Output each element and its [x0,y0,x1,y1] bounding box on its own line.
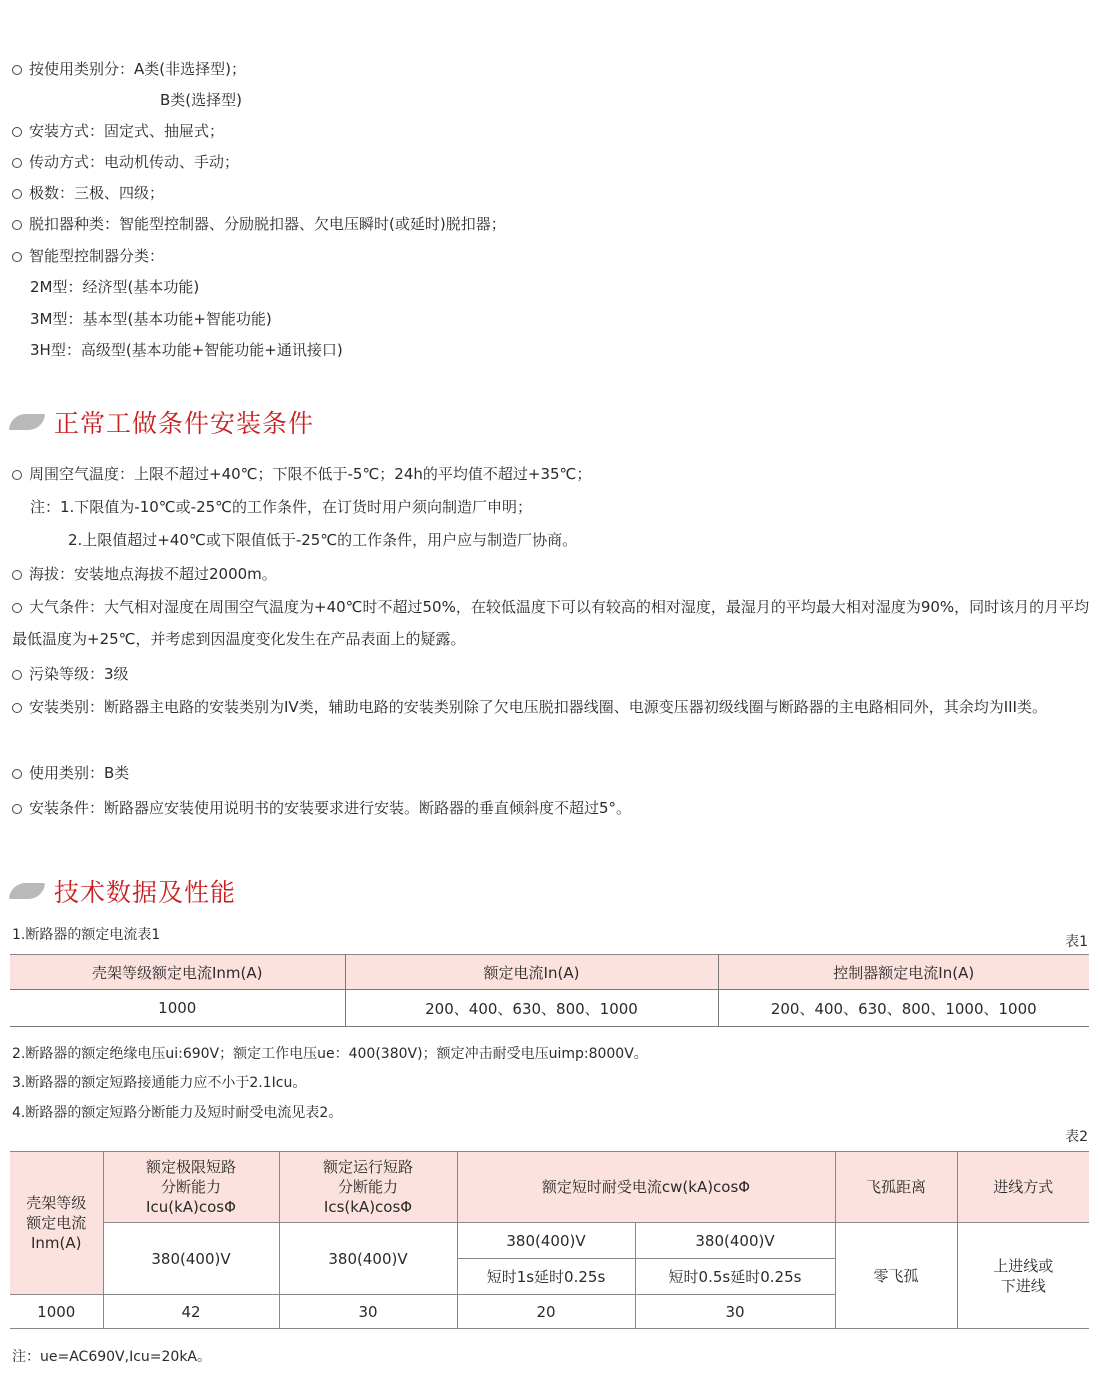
icw-duration-1: 短时1s延时0.25s [457,1259,635,1295]
short-circuit-table [10,1151,1089,1329]
temperature-note-2: 2.上限值超过+40℃或下限值低于-25℃的工作条件，用户应与制造厂协商。 [68,531,578,549]
table1-caption: 1.断路器的额定电流表1 [12,927,161,943]
temperature-item [12,464,591,484]
icw-header: 额定短时耐受电流cw(kA)cosΦ [457,1152,835,1223]
note-insulation: 2.断路器的额定绝缘电压ui:690V；额定工作电压ue：400(380V)；额定冲击耐受电压uimp:8000V。 [12,1046,648,1062]
releases-item [12,214,506,234]
ics-voltage: 380(400)V [279,1223,457,1295]
wiring-line: 下进线 [1000,1276,1046,1295]
table-header-row [10,1152,1089,1223]
poles-item [12,183,164,203]
header-line: Icu(kA)cosΦ [146,1198,236,1216]
controller-type-3m: 3M型：基本型(基本功能+智能功能) [30,310,272,328]
icu-header [103,1152,279,1223]
section-heading-technical [10,876,236,906]
table-cell: 42 [103,1295,279,1329]
ics-header [279,1152,457,1223]
circle-bullet-icon [12,470,22,480]
table-cell: 30 [635,1295,835,1329]
install-category-item [12,691,1090,723]
altitude-item [12,564,277,584]
rated-current-table [10,954,1089,1027]
pollution-text: 污染等级：3级 [29,665,129,683]
operation-text: 传动方式：电动机传动、手动； [29,153,240,171]
circle-bullet-icon [12,252,22,262]
circle-bullet-icon [12,65,22,75]
leaf-icon [9,414,45,430]
icw-voltage-2: 380(400)V [635,1223,835,1259]
wiring-value [957,1223,1089,1329]
frame-current-header [10,1152,103,1295]
use-category-item [12,763,129,783]
icu-voltage: 380(400)V [103,1223,279,1295]
wiring-header: 进线方式 [957,1152,1089,1223]
header-line: 额定运行短路 [322,1158,413,1176]
releases-text: 脱扣器种类：智能型控制器、分励脱扣器、欠电压瞬时(或延时)脱扣器； [29,215,506,233]
pollution-item [12,664,129,684]
usage-class-a: A类(非选择型)； [134,60,246,78]
circle-bullet-icon [12,670,22,680]
circle-bullet-icon [12,189,22,199]
section-heading-conditions [10,407,314,437]
install-condition-item [12,798,631,818]
arc-distance-header: 飞孤距离 [835,1152,957,1223]
circle-bullet-icon [12,703,22,713]
table-cell: 200、400、630、800、1000 [345,990,718,1027]
table-header-cell: 额定电流In(A) [345,955,718,990]
mounting-text: 安装方式：固定式、抽屉式； [29,122,225,140]
table2-tag: 表2 [1065,1129,1088,1145]
arc-distance-value: 零飞孤 [835,1223,957,1329]
temperature-note-1: 注：1.下限值为-10℃或-25℃的工作条件，在订货时用户须向制造厂申明； [30,498,533,516]
use-category-text: 使用类别：B类 [29,764,130,782]
circle-bullet-icon [12,769,22,779]
section-title: 正常工做条件安装条件 [54,409,315,438]
altitude-text: 海拔：安装地点海拔不超过2000m。 [29,565,277,583]
table-header-cell: 控制器额定电流In(A) [718,955,1089,990]
header-line: 额定极限短路 [145,1158,236,1176]
circle-bullet-icon [12,804,22,814]
controller-item [12,246,164,266]
circle-bullet-icon [12,158,22,168]
usage-class-b: B类(选择型) [160,91,242,109]
controller-type-2m: 2M型：经济型(基本功能) [30,278,200,296]
circle-bullet-icon [12,570,22,580]
atmosphere-text: 大气条件：大气相对湿度在周围空气温度为+40℃时不超过50%，在较低温度下可以有较高的相对湿度，最湿月的平均最大相对湿度为90%，同时该月的月平均最低温度为+25℃，并考虑到因温度变化发生在产品表面上的疑露。 [12,598,1090,648]
circle-bullet-icon [12,127,22,137]
circle-bullet-icon [12,220,22,230]
operation-item [12,152,239,172]
usage-class-label: 按使用类别分： [29,60,135,78]
table-header-cell: 壳架等级额定电流Inm(A) [10,955,345,990]
icw-duration-2: 短时0.5s延时0.25s [635,1259,835,1295]
header-line: 分断能力 [337,1178,398,1196]
controller-label: 智能型控制器分类： [29,247,165,265]
table1-tag: 表1 [1065,934,1088,950]
table2-footnote: 注：ue=AC690V,Icu=20kA。 [12,1349,212,1365]
header-line: 分断能力 [160,1178,221,1196]
wiring-line: 上进线或 [993,1256,1054,1275]
table-cell: 20 [457,1295,635,1329]
note-breaking-capacity: 4.断路器的额定短路分断能力及短时耐受电流见表2。 [12,1105,343,1121]
table-cell: 1000 [10,990,345,1027]
circle-bullet-icon [12,603,22,613]
install-category-text: 安装类别：断路器主电路的安装类别为IV类，辅助电路的安装类别除了欠电压脱扣器线圈、电源变压器初级线圈与断路器的主电路相同外，其余均为III类。 [29,698,1047,716]
mounting-item [12,121,224,141]
header-line: Ics(kA)cosΦ [323,1198,413,1216]
header-line: Inm(A) [30,1234,82,1252]
section-title: 技术数据及性能 [54,878,237,907]
note-making-capacity: 3.断路器的额定短路接通能力应不小于2.1Icu。 [12,1075,307,1091]
table-cell: 30 [279,1295,457,1329]
icw-voltage-1: 380(400)V [457,1223,635,1259]
poles-text: 极数：三极、四级； [29,184,165,202]
table-cell: 1000 [10,1295,103,1329]
table-row [10,990,1089,1027]
header-line: 壳架等级 [26,1194,87,1212]
install-condition-text: 安装条件：断路器应安装使用说明书的安装要求进行安装。断路器的垂直倾斜度不超过5°。 [29,799,632,817]
table-cell: 200、400、630、800、1000、1000 [718,990,1089,1027]
controller-type-3h: 3H型：高级型(基本功能+智能功能+通讯接口) [30,341,343,359]
leaf-icon [9,883,45,899]
usage-class-item [12,59,246,79]
table-header-row [10,955,1089,990]
header-line: 额定电流 [26,1214,87,1232]
atmosphere-item [12,591,1090,655]
table-row [10,1223,1089,1259]
temperature-text: 周围空气温度：上限不超过+40℃；下限不低于-5℃；24h的平均值不超过+35℃； [29,465,592,483]
